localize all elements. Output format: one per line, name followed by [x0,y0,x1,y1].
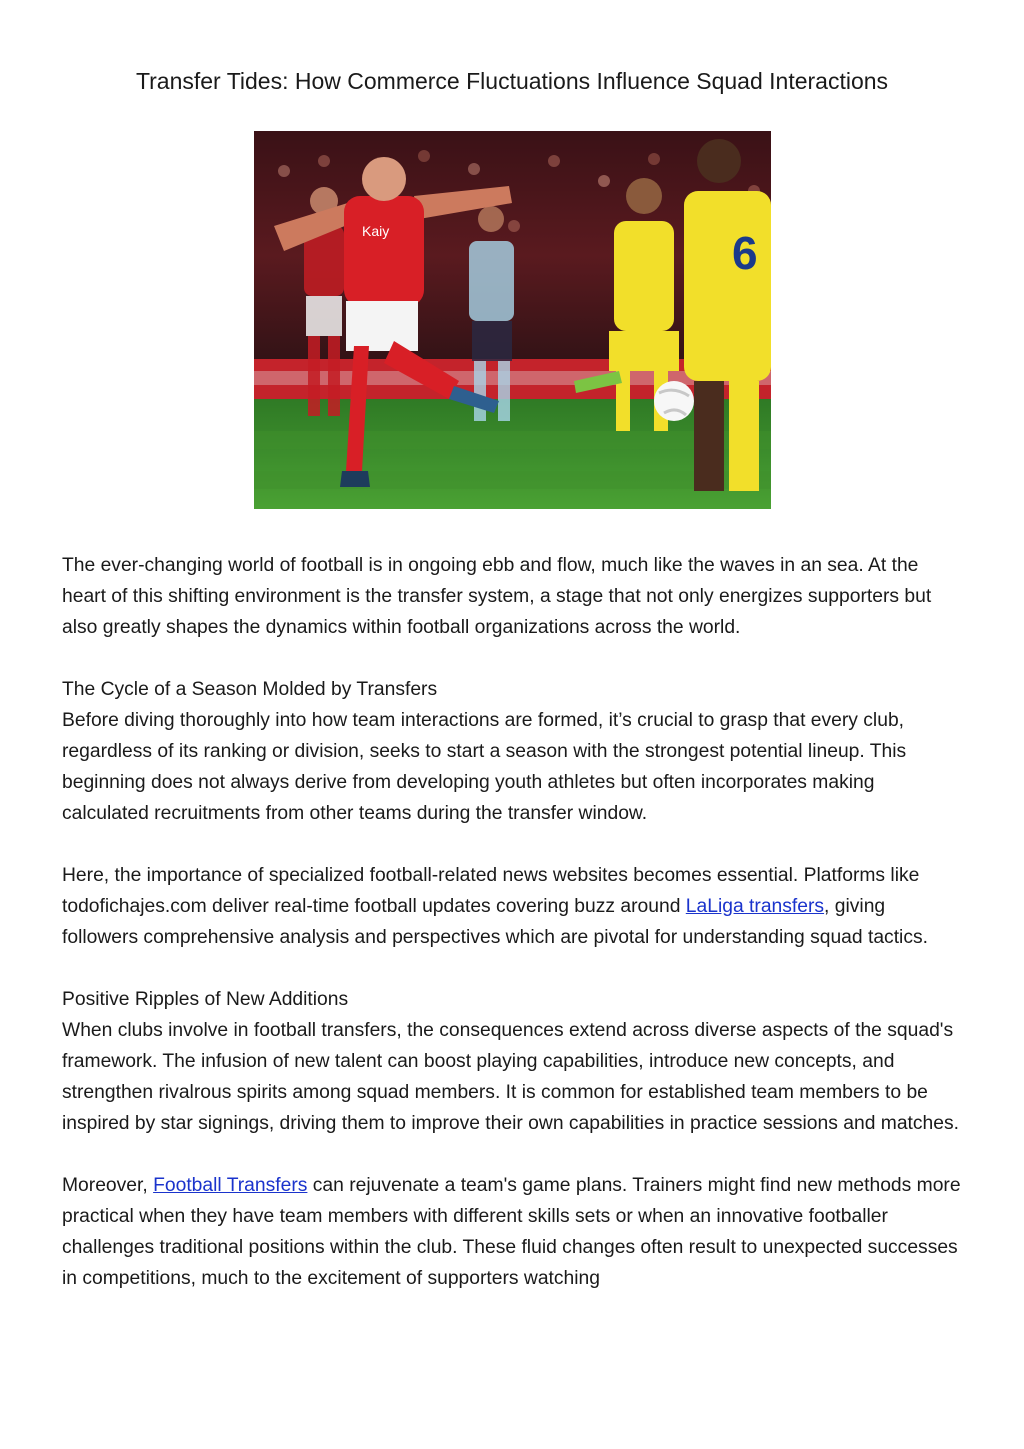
jersey-number: 6 [732,227,758,279]
section-heading: The Cycle of a Season Molded by Transfers [62,679,438,700]
news-paragraph: Here, the importance of specialized football-related news websites becomes essential. Platforms like todofichajes.com deliver real-time football updates covering buzz around LaLiga transfers, giving followers comprehensive analysis and perspectives which are pivotal for understanding squad tactics. [62,865,928,948]
section-cycle [62,674,962,829]
football-transfers-link[interactable]: Football Transfers [153,1175,308,1196]
section-body: When clubs involve in football transfers, the consequences extend across diverse aspects of the squad's framework. The infusion of new talent can boost playing capabilities, introduce new concepts, and strengthen rivalrous spirits among squad members. It is common for established team members to be inspired by star signings, driving them to improve their own capabilities in practice sessions and matches. [62,1020,960,1134]
hero-photo [254,131,771,509]
moreover-paragraph: Moreover, Football Transfers can rejuvenate a team's game plans. Trainers might find new methods more practical when they have team members with different skills sets or when an innovative footballer challenges traditional positions within the club. These fluid changes often result to unexpected successes in competitions, much to the excitement of supporters watching [62,1175,961,1289]
football [654,381,694,421]
page-title: Transfer Tides: How Commerce Fluctuations Influence Squad Interactions [135,68,889,94]
svg-text:Kaiy: Kaiy [362,223,390,239]
section-heading: Positive Ripples of New Additions [62,989,349,1010]
article-body [62,550,962,1325]
section-body: Before diving thoroughly into how team interactions are formed, it’s crucial to grasp that every club, regardless of its ranking or division, seeks to start a season with the strongest potential lineup. This beginning does not always derive from developing youth athletes but often incorporates making calculated recruitments from other teams during the transfer window. [62,710,907,824]
intro-paragraph: The ever-changing world of football is in ongoing ebb and flow, much like the waves in an sea. At the heart of this shifting environment is the transfer system, a stage that not only energizes supporters but also greatly shapes the dynamics within football organizations across the world. [62,555,932,638]
section-ripples [62,984,962,1139]
laliga-transfers-link[interactable]: LaLiga transfers [685,896,825,917]
